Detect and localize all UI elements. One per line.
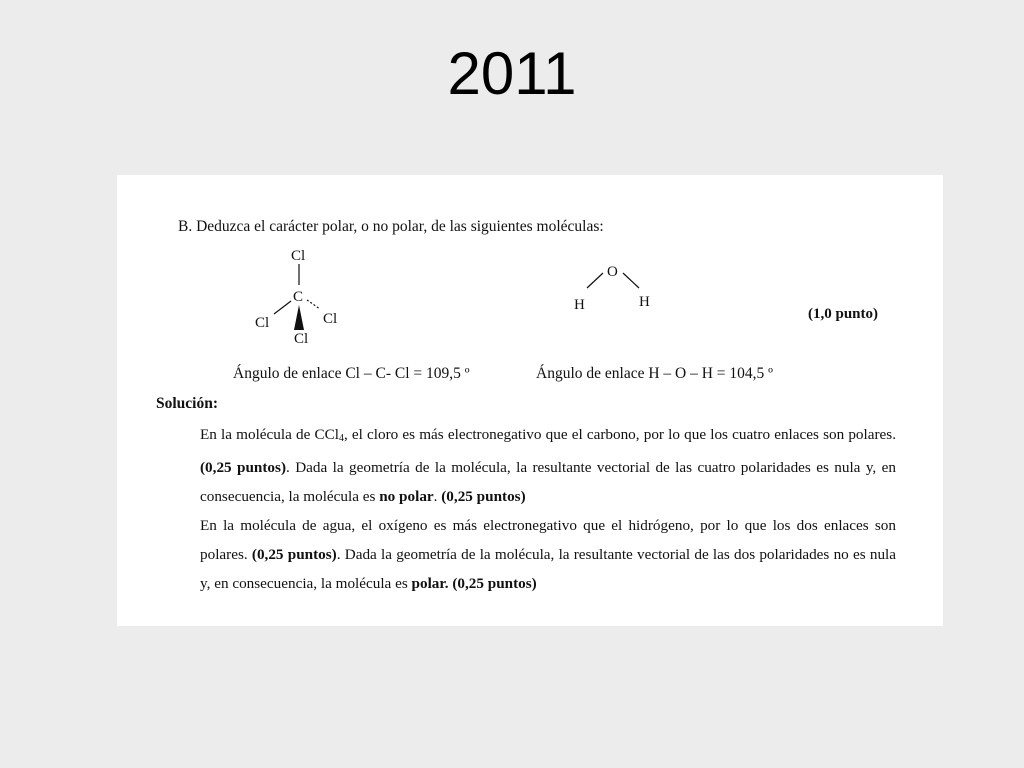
ccl4-angle: Ángulo de enlace Cl – C- Cl = 109,5 º [233,365,470,382]
p1-text-d: . [433,488,442,505]
solution-body [200,420,896,598]
p1-conclusion: no polar [379,488,434,505]
water-bond-right [623,273,639,288]
ccl4-structure [255,248,337,347]
p1-points-1: (0,25 puntos) [200,459,286,476]
p2-points-2: (0,25 puntos) [452,575,537,592]
ccl4-bond-dashed [307,300,320,309]
ccl4-atom-c: C [293,289,304,305]
p2-text-a: En la molécula de agua, el oxígeno es más electronegativo que el hidrógeno, por lo que los dos enlaces son polares. [200,517,896,563]
p2-conclusion: polar. [411,575,449,592]
ccl4-atom-cl-left: Cl [255,315,270,331]
document-image [117,175,943,626]
water-atom-o: O [607,264,618,280]
solution-heading: Solución: [156,395,219,412]
ccl4-bond-left [274,301,291,314]
points-label: (1,0 punto) [808,306,879,322]
ccl4-bond-wedge [294,305,304,330]
solution-paragraph-ccl4 [200,420,896,511]
molecule-structures [117,175,943,365]
p1-points-2: (0,25 puntos) [441,488,526,505]
ccl4-atom-cl-top: Cl [291,248,306,264]
p2-points-1: (0,25 puntos) [251,546,337,563]
p1-text-c: . Dada la geometría de la molécula, la resultante vectorial de las cuatro polaridades es nula y, en consecuencia, la molécula es [200,459,896,505]
water-atom-h-right: H [639,294,650,310]
water-atom-h-left: H [574,297,585,313]
water-angle: Ángulo de enlace H – O – H = 104,5 º [536,365,773,382]
ccl4-atom-cl-right: Cl [323,311,338,327]
solution-paragraph-water [200,511,896,598]
question-text: B. Deduzca el carácter polar, o no polar, de las siguientes moléculas: [178,218,604,235]
water-bond-left [587,273,603,288]
ccl4-atom-cl-bottom: Cl [294,331,309,347]
p1-text-a: En la molécula de CCl [200,426,339,443]
p2-text-b: . Dada la geometría de la molécula, la resultante vectorial de las dos polaridades no es nula y, en consecuencia, la molécula es [200,546,896,592]
slide-title: 2011 [447,40,577,107]
p1-subscript: 4 [338,433,344,444]
p1-text-b: , el cloro es más electronegativo que el carbono, por lo que los cuatro enlaces son polares. [343,426,896,443]
water-structure [574,264,650,313]
